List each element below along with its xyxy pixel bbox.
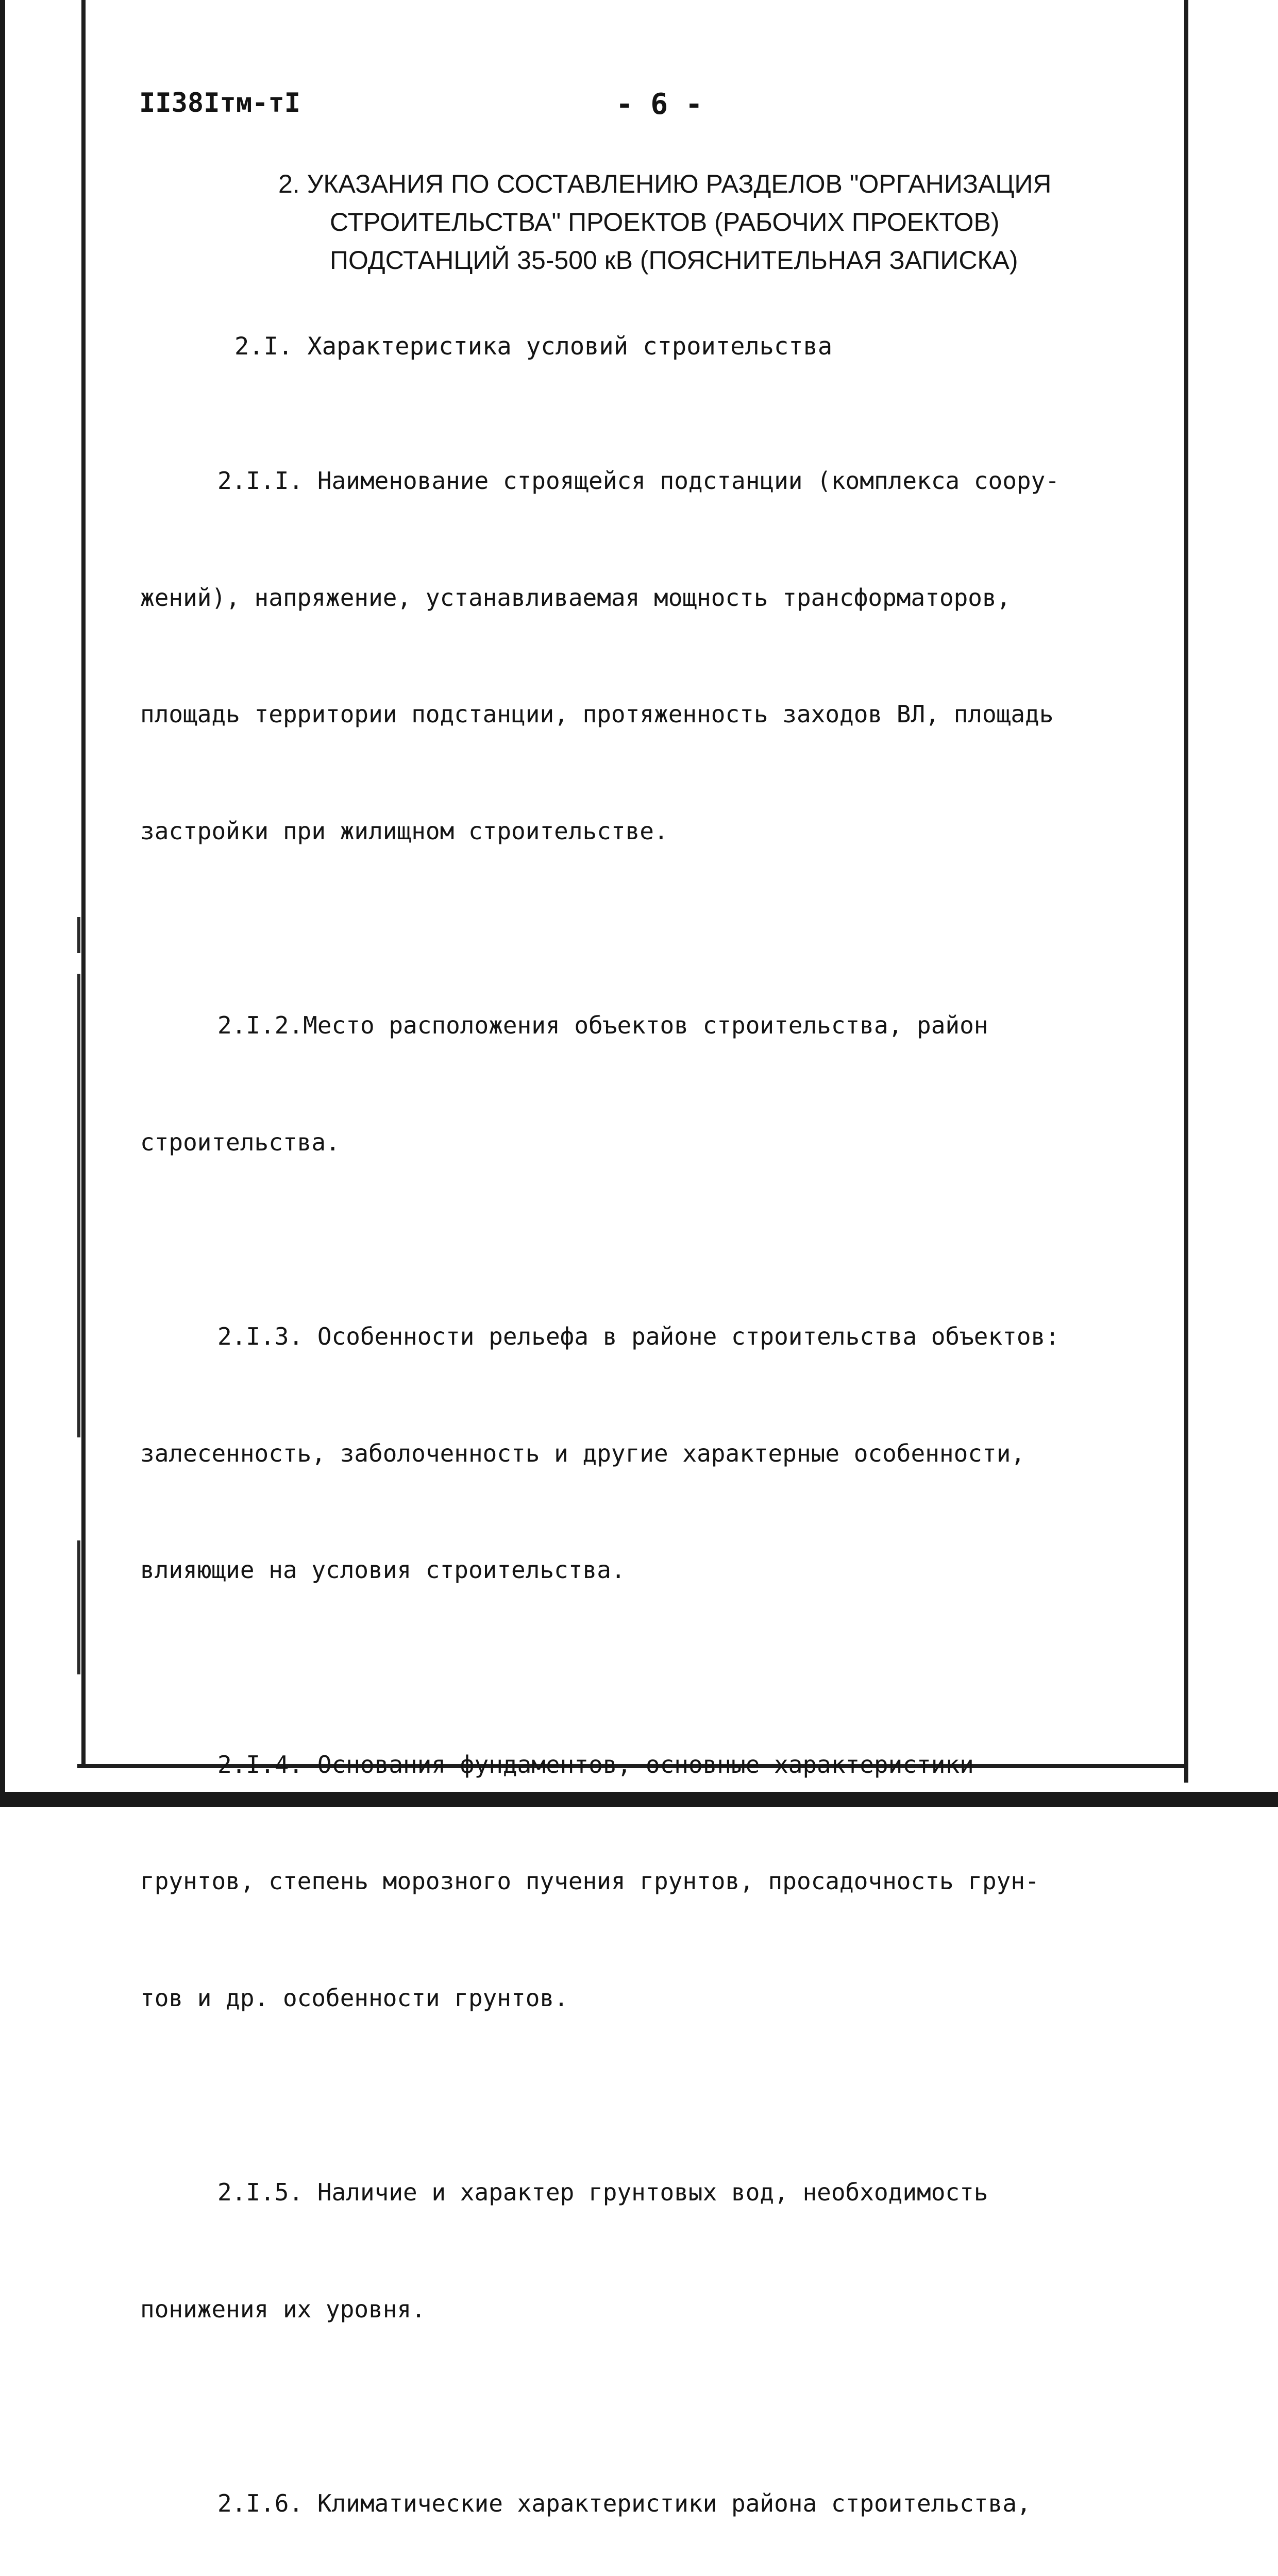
frame-mark bbox=[77, 917, 80, 953]
text-line: 2.I.3. Особенности рельефа в районе строительства объектов: bbox=[217, 1323, 1060, 1350]
paragraph bbox=[140, 1668, 1150, 2096]
text-line: залесенность, заболоченность и другие характерные особенности, bbox=[140, 1439, 1025, 1467]
section-title-line: 2. УКАЗАНИЯ ПО СОСТАВЛЕНИЮ РАЗДЕЛОВ "ОРГАНИЗАЦИЯ bbox=[278, 170, 1052, 198]
text-line: застройки при жилищном строительстве. bbox=[140, 817, 668, 845]
paragraph bbox=[140, 2095, 1150, 2406]
scan-edge-left bbox=[0, 0, 5, 1807]
text-line: 2.I.6. Климатические характеристики района строительства, bbox=[217, 2489, 1031, 2517]
text-line: строительства. bbox=[140, 1128, 340, 1156]
section-title-line: ПОДСТАНЦИЙ 35-500 кВ (ПОЯСНИТЕЛЬНАЯ ЗАПИСКА) bbox=[330, 246, 1018, 275]
text-line: 2.I.4. Основания фундаментов, основные характеристики bbox=[217, 1750, 974, 1778]
paragraph bbox=[140, 384, 1150, 928]
text-line: 2.I.2.Место расположения объектов строительства, район bbox=[217, 1011, 988, 1039]
section-title bbox=[278, 165, 1134, 279]
page-number: - 6 - bbox=[616, 88, 703, 121]
text-line: жений), напряжение, устанавливаемая мощность трансформаторов, bbox=[140, 583, 1011, 612]
text-line: 2.I.5. Наличие и характер грунтовых вод, необходимость bbox=[217, 2178, 988, 2206]
paragraph bbox=[140, 2406, 1150, 2576]
page-header bbox=[0, 82, 1278, 134]
document-code: II38Iтм-тI bbox=[139, 88, 301, 118]
body-text bbox=[140, 384, 1150, 2576]
text-line: тов и др. особенности грунтов. bbox=[140, 1984, 568, 2012]
paragraph bbox=[140, 1240, 1150, 1668]
section-title-line: СТРОИТЕЛЬСТВА" ПРОЕКТОВ (РАБОЧИХ ПРОЕКТОВ) bbox=[330, 208, 1000, 236]
text-line: понижения их уровня. bbox=[140, 2295, 426, 2323]
page-frame-left bbox=[81, 0, 86, 1767]
text-line: площадь территории подстанции, протяженность заходов ВЛ, площадь bbox=[140, 700, 1054, 728]
frame-mark bbox=[77, 1540, 80, 1674]
frame-mark bbox=[77, 974, 80, 1437]
paragraph bbox=[140, 928, 1150, 1240]
page-frame-right bbox=[1184, 0, 1188, 1783]
text-line: 2.I.I. Наименование строящейся подстанции (комплекса соору- bbox=[217, 467, 1060, 495]
text-line: грунтов, степень морозного пучения грунтов, просадочность грун- bbox=[140, 1867, 1039, 1895]
text-line: влияющие на условия строительства. bbox=[140, 1556, 626, 1584]
subsection-title: 2.I. Характеристика условий строительства bbox=[234, 332, 833, 361]
